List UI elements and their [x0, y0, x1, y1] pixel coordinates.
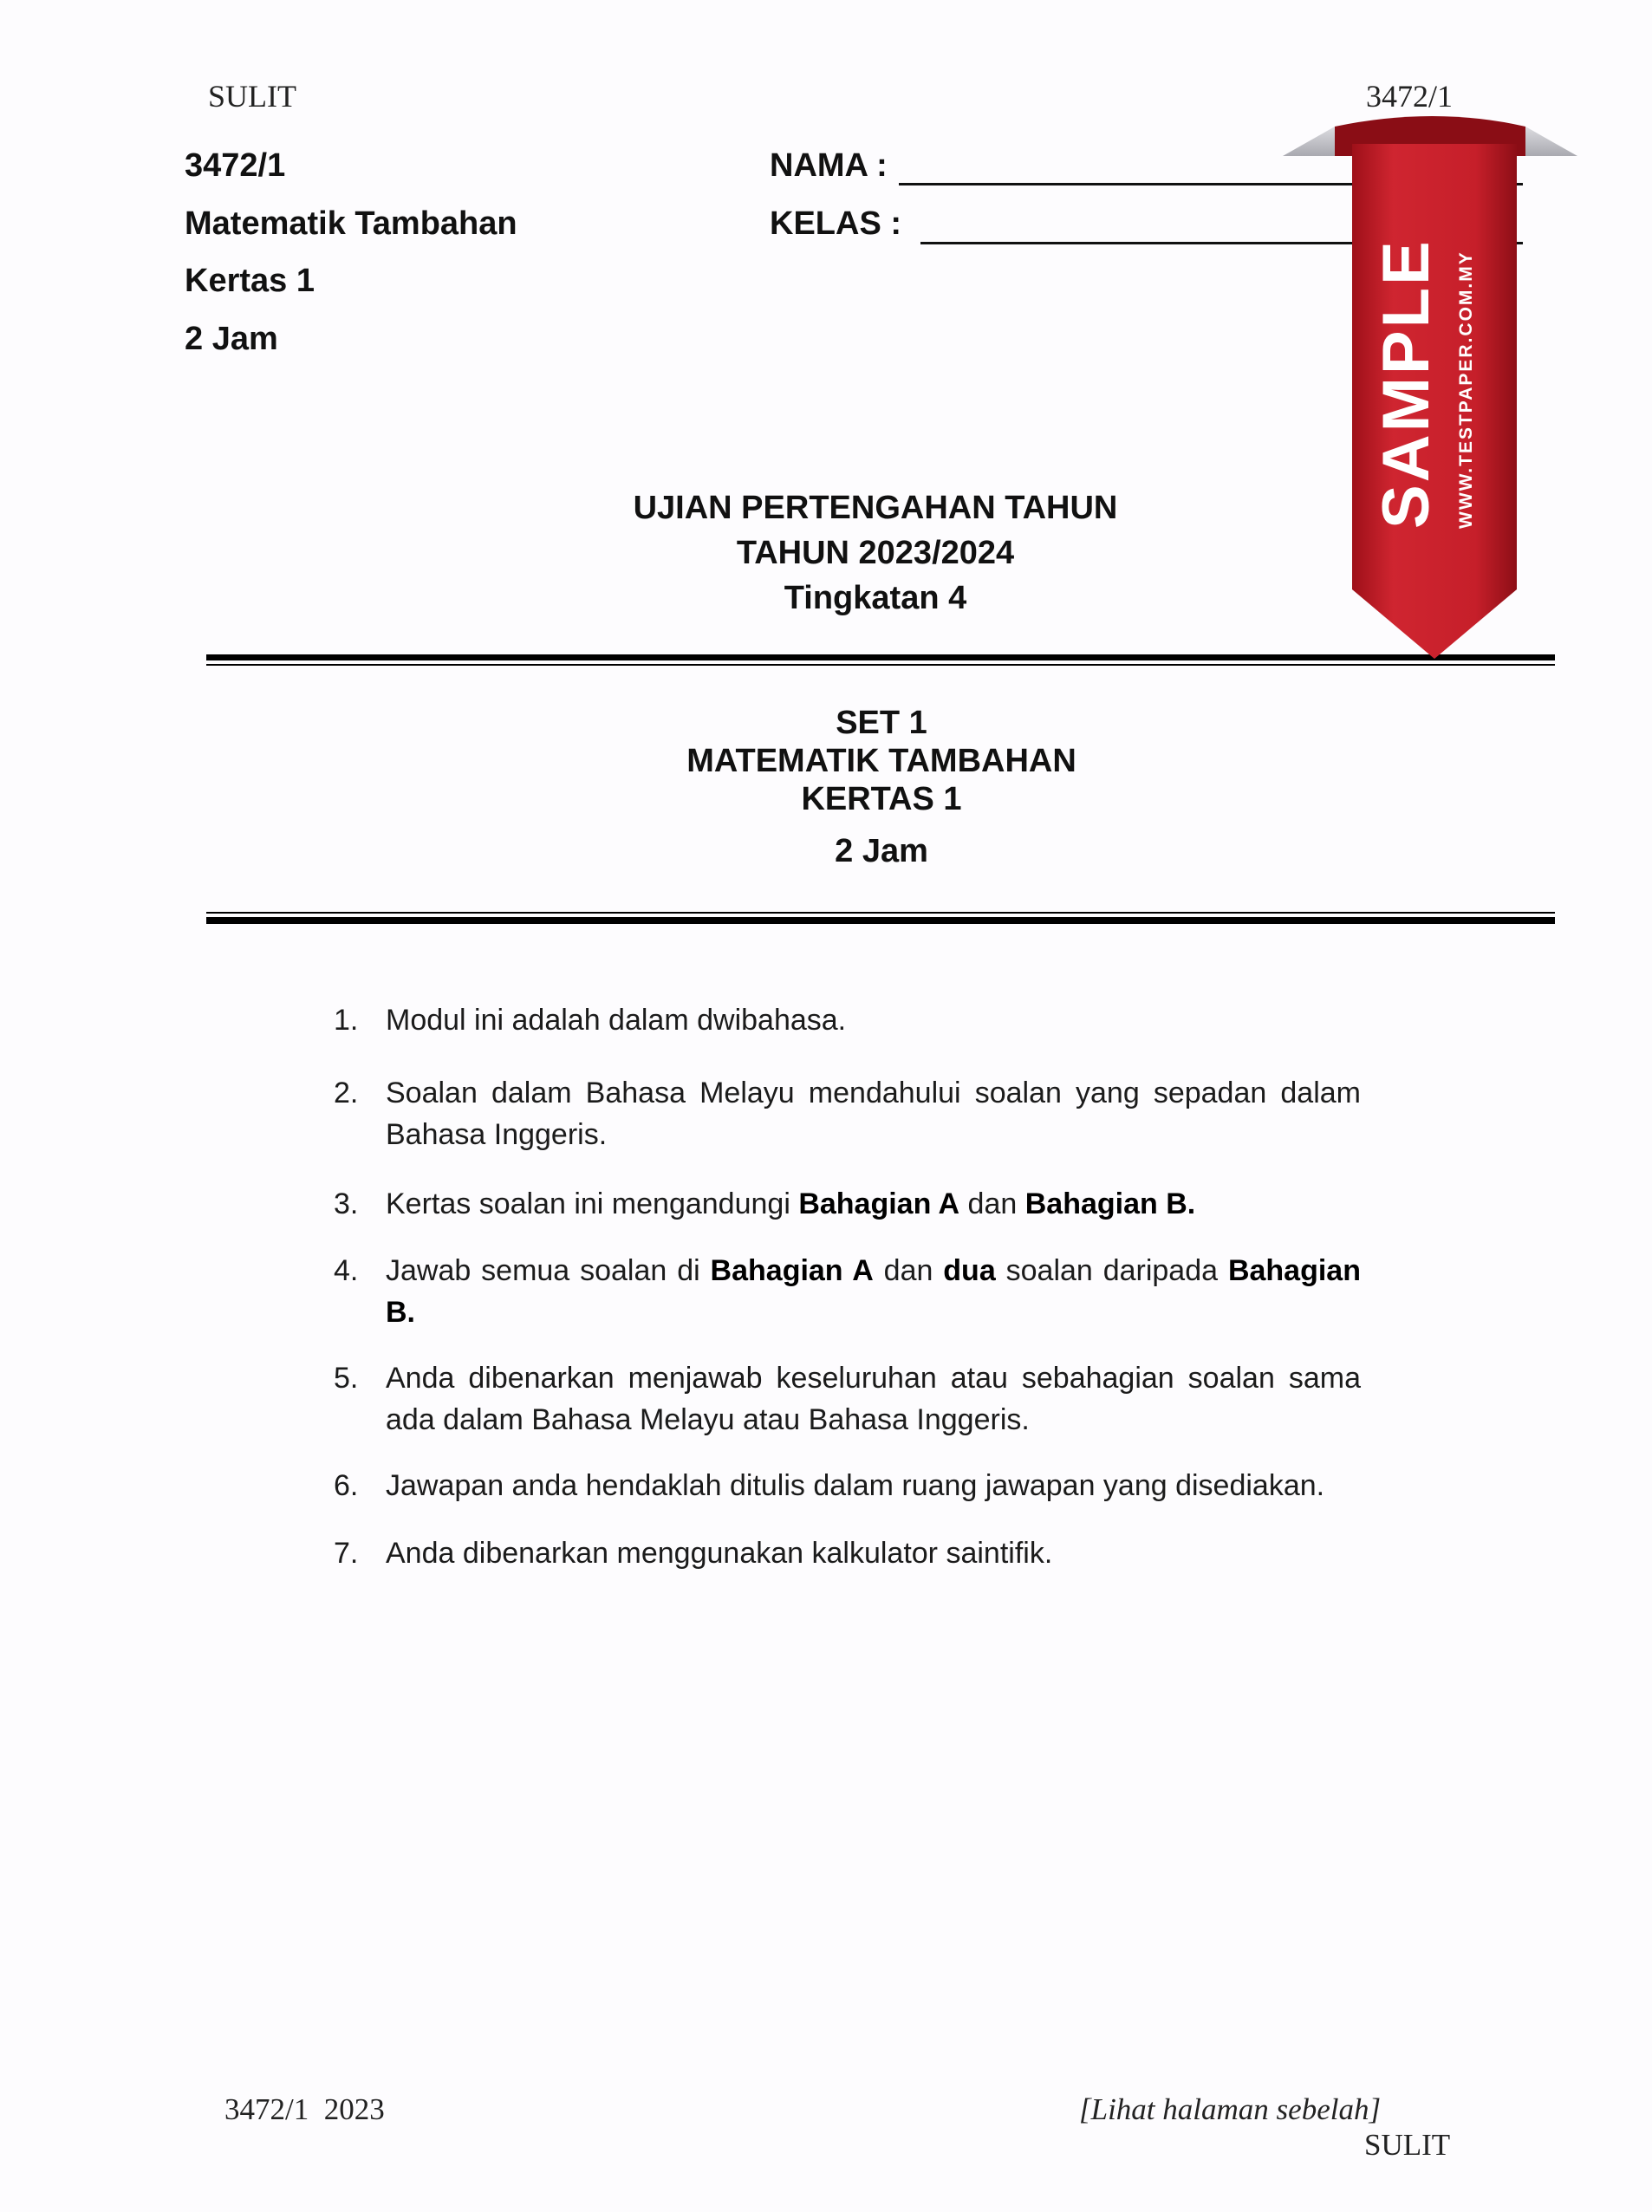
instruction-segment: Jawab semua soalan di [386, 1254, 711, 1287]
sample-watermark [1283, 113, 1577, 685]
instruction-bold-segment: Bahagian B. [386, 1254, 1361, 1329]
instruction-segment: Jawapan anda hendaklah ditulis dalam ruang jawapan yang disediakan. [386, 1469, 1325, 1502]
set-paper: KERTAS 1 [801, 781, 962, 817]
exam-title-line2: TAHUN 2023/2024 [736, 535, 1015, 571]
ribbon-fold-right [1525, 127, 1577, 156]
instruction-segment: Anda dibenarkan menjawab keseluruhan atau sebahagian soalan sama ada dalam Bahasa Melayu atau Bahasa Inggeris. [386, 1362, 1361, 1436]
instruction-text [386, 999, 1361, 1041]
instruction-segment: Anda dibenarkan menggunakan kalkulator saintifik. [386, 1537, 1053, 1570]
instruction-segment: Kertas soalan ini mengandungi [386, 1187, 799, 1220]
instruction-text [386, 1357, 1361, 1441]
instruction-segment: dan [873, 1254, 944, 1287]
subject-name: Matematik Tambahan [185, 205, 517, 242]
instruction-text [386, 1072, 1361, 1155]
set-subject: MATEMATIK TAMBAHAN [686, 743, 1076, 779]
instruction-number: 7. [334, 1537, 359, 1570]
paper-number: Kertas 1 [185, 263, 315, 299]
ribbon-fold-left [1283, 127, 1335, 156]
footer-turn-page: [Lihat halaman sebelah] [1079, 2092, 1382, 2126]
instruction-number: 5. [334, 1362, 359, 1395]
instruction-text [386, 1183, 1361, 1225]
footer-paper-code: 3472/1 2023 [224, 2092, 385, 2126]
instruction-segment: dan [959, 1187, 1025, 1220]
instruction-bold-segment: dua [943, 1254, 996, 1287]
instruction-number: 2. [334, 1077, 359, 1109]
header-classification: SULIT [208, 79, 296, 114]
instruction-segment: soalan daripada [995, 1254, 1228, 1287]
paper-duration: 2 Jam [185, 321, 278, 357]
set-number: SET 1 [836, 705, 927, 741]
instruction-segment: Modul ini adalah dalam dwibahasa. [386, 1004, 847, 1037]
set-duration: 2 Jam [835, 833, 928, 869]
watermark-url-text: WWW.TESTPAPER.COM.MY [1456, 250, 1476, 529]
class-label: KELAS : [770, 205, 901, 242]
instruction-number: 4. [334, 1254, 359, 1287]
name-label: NAMA : [770, 147, 888, 184]
header-paper-code: 3472/1 [1366, 79, 1454, 114]
instruction-text [386, 1532, 1361, 1574]
watermark-main-text: SAMPLE [1369, 238, 1443, 529]
sample-ribbon-icon [1283, 113, 1577, 685]
instruction-number: 3. [334, 1187, 359, 1220]
instruction-text [386, 1465, 1361, 1506]
bottom-rule-thin [206, 912, 1555, 914]
instruction-text [386, 1250, 1361, 1333]
bottom-rule-thick [206, 917, 1555, 924]
paper-code: 3472/1 [185, 147, 286, 184]
exam-title-line3: Tingkatan 4 [784, 580, 967, 616]
footer-classification: SULIT [1364, 2128, 1451, 2162]
instruction-bold-segment: Bahagian B. [1024, 1187, 1196, 1220]
set-block [0, 704, 1652, 870]
instruction-segment: Soalan dalam Bahasa Melayu mendahului soalan yang sepadan dalam Bahasa Inggeris. [386, 1077, 1361, 1151]
exam-title-line1: UJIAN PERTENGAHAN TAHUN [633, 490, 1118, 526]
instruction-number: 6. [334, 1469, 359, 1502]
instruction-number: 1. [334, 1004, 359, 1037]
instruction-bold-segment: Bahagian A [798, 1187, 960, 1220]
instruction-bold-segment: Bahagian A [710, 1254, 874, 1287]
